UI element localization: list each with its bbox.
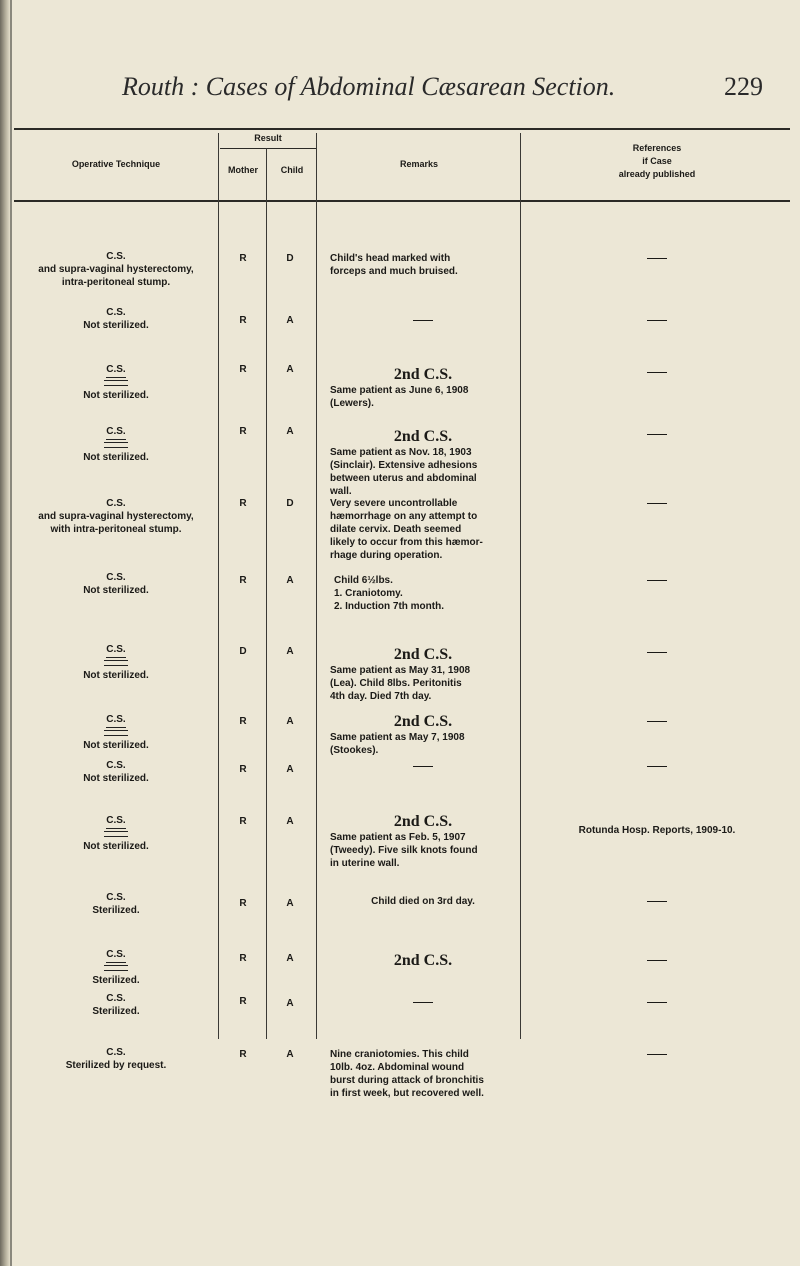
column-divider-technique [218, 133, 219, 1039]
row-14-remarks: Nine craniotomies. This child 10lb. 4oz. Abdominal wound burst during attack of bronchitis in first week, but recovered well. [330, 1049, 484, 1099]
header-result: Result [254, 133, 282, 143]
row-5-child: D [286, 498, 294, 509]
row-7-mother: D [239, 646, 247, 657]
row-10-child: A [286, 816, 294, 827]
header-mother: Mother [228, 165, 258, 175]
header-remarks: Remarks [399, 159, 439, 169]
row-8-remarks: 2nd C.S. Same patient as May 7, 1908 (Stookes). [330, 713, 465, 756]
row-14-technique: C.S. Sterilized by request. [65, 1047, 167, 1071]
row-5-mother: R [239, 498, 247, 509]
row-2-mother: R [239, 315, 247, 326]
double-rule-mark [104, 965, 128, 971]
row-5-reference: —— [647, 498, 667, 509]
row-9-reference: —— [647, 761, 667, 772]
row-13-child: A [286, 998, 294, 1009]
row-11-reference: —— [647, 896, 667, 907]
row-11-technique: C.S. Sterilized. [92, 892, 140, 916]
row-4-technique: C.S. Not sterilized. [83, 426, 149, 463]
row-3-technique: C.S. Not sterilized. [83, 364, 149, 401]
header-bottom-rule [14, 200, 790, 202]
row-6-child: A [286, 575, 294, 586]
row-2-child: A [286, 315, 294, 326]
running-head-title: Routh : Cases of Abdominal Cæsarean Section. [122, 72, 616, 101]
row-12-technique: C.S. Sterilized. [92, 949, 140, 986]
row-9-remarks: —— [413, 761, 433, 772]
row-14-mother: R [239, 1049, 247, 1060]
row-8-child: A [286, 716, 294, 727]
row-5-remarks: Very severe uncontrollable hæmorrhage on any attempt to dilate cervix. Death seemed likely to occur from this hæmor- rhage during operation. [330, 498, 483, 561]
row-9-child: A [286, 764, 294, 775]
row-7-technique: C.S. Not sterilized. [83, 644, 149, 681]
column-divider-child [316, 133, 317, 1039]
page-gutter-shadow [0, 0, 10, 1266]
double-rule-mark [104, 730, 128, 736]
row-12-mother: R [239, 953, 247, 964]
row-3-mother: R [239, 364, 247, 375]
row-14-child: A [286, 1049, 294, 1060]
running-head [0, 72, 800, 112]
page-number: 229 [724, 72, 763, 101]
table-top-rule [14, 128, 790, 130]
row-13-mother: R [239, 996, 247, 1007]
row-12-remarks: 2nd C.S. [393, 952, 453, 969]
row-3-child: A [286, 364, 294, 375]
row-10-technique: C.S. Not sterilized. [83, 815, 149, 852]
row-2-reference: —— [647, 315, 667, 326]
row-12-reference: —— [647, 955, 667, 966]
row-6-reference: —— [647, 575, 667, 586]
double-rule-mark [104, 831, 128, 837]
row-8-technique: C.S. Not sterilized. [83, 714, 149, 751]
header-technique: Operative Technique [71, 159, 161, 169]
row-2-remarks: —— [413, 315, 433, 326]
row-10-mother: R [239, 816, 247, 827]
row-4-child: A [286, 426, 294, 437]
column-divider-remarks [520, 133, 521, 1039]
double-rule-mark [104, 660, 128, 666]
row-11-remarks: Child died on 3rd day. [371, 896, 475, 907]
header-child: Child [280, 165, 304, 175]
row-13-reference: —— [647, 997, 667, 1008]
row-3-remarks: 2nd C.S. Same patient as June 6, 1908 (Lewers). [330, 366, 469, 409]
row-4-mother: R [239, 426, 247, 437]
row-12-child: A [286, 953, 294, 964]
row-6-mother: R [239, 575, 247, 586]
header-references: References if Case already published [618, 143, 696, 179]
row-13-technique: C.S. Sterilized. [92, 993, 140, 1017]
row-10-remarks: 2nd C.S. Same patient as Feb. 5, 1907 (Tweedy). Five silk knots found in uterine wall. [330, 813, 478, 869]
row-1-remarks: Child's head marked with forceps and much bruised. [330, 253, 458, 277]
row-6-technique: C.S. Not sterilized. [83, 572, 149, 596]
row-7-reference: —— [647, 647, 667, 658]
double-rule-mark [104, 442, 128, 448]
row-8-mother: R [239, 716, 247, 727]
row-7-remarks: 2nd C.S. Same patient as May 31, 1908 (Lea). Child 8lbs. Peritonitis 4th day. Died 7th day. [330, 646, 471, 702]
row-14-reference: —— [647, 1049, 667, 1060]
row-2-technique: C.S. Not sterilized. [83, 307, 149, 331]
row-13-remarks: —— [413, 997, 433, 1008]
row-9-mother: R [239, 764, 247, 775]
row-11-child: A [286, 898, 294, 909]
row-8-reference: —— [647, 716, 667, 727]
double-rule-mark [104, 380, 128, 386]
row-11-mother: R [239, 898, 247, 909]
row-9-technique: C.S. Not sterilized. [83, 760, 149, 784]
row-3-reference: —— [647, 367, 667, 378]
row-6-remarks: Child 6½lbs. 1. Craniotomy. 2. Induction 7th month. [334, 575, 444, 612]
page-binding-line [10, 0, 12, 1266]
row-7-child: A [286, 646, 294, 657]
row-1-mother: R [239, 253, 247, 264]
row-1-child: D [286, 253, 294, 264]
row-5-technique: C.S. and supra-vaginal hysterectomy, with intra-peritoneal stump. [38, 498, 194, 535]
result-subheader-rule [220, 148, 316, 149]
column-divider-mother [266, 148, 267, 1039]
row-4-remarks: 2nd C.S. Same patient as Nov. 18, 1903 (Sinclair). Extensive adhesions between uterus and abdominal wall. [330, 428, 478, 497]
row-1-technique: C.S. and supra-vaginal hysterectomy, intra-peritoneal stump. [38, 251, 194, 288]
row-10-reference: Rotunda Hosp. Reports, 1909-10. [578, 825, 736, 836]
row-4-reference: —— [647, 429, 667, 440]
row-1-reference: —— [647, 253, 667, 264]
